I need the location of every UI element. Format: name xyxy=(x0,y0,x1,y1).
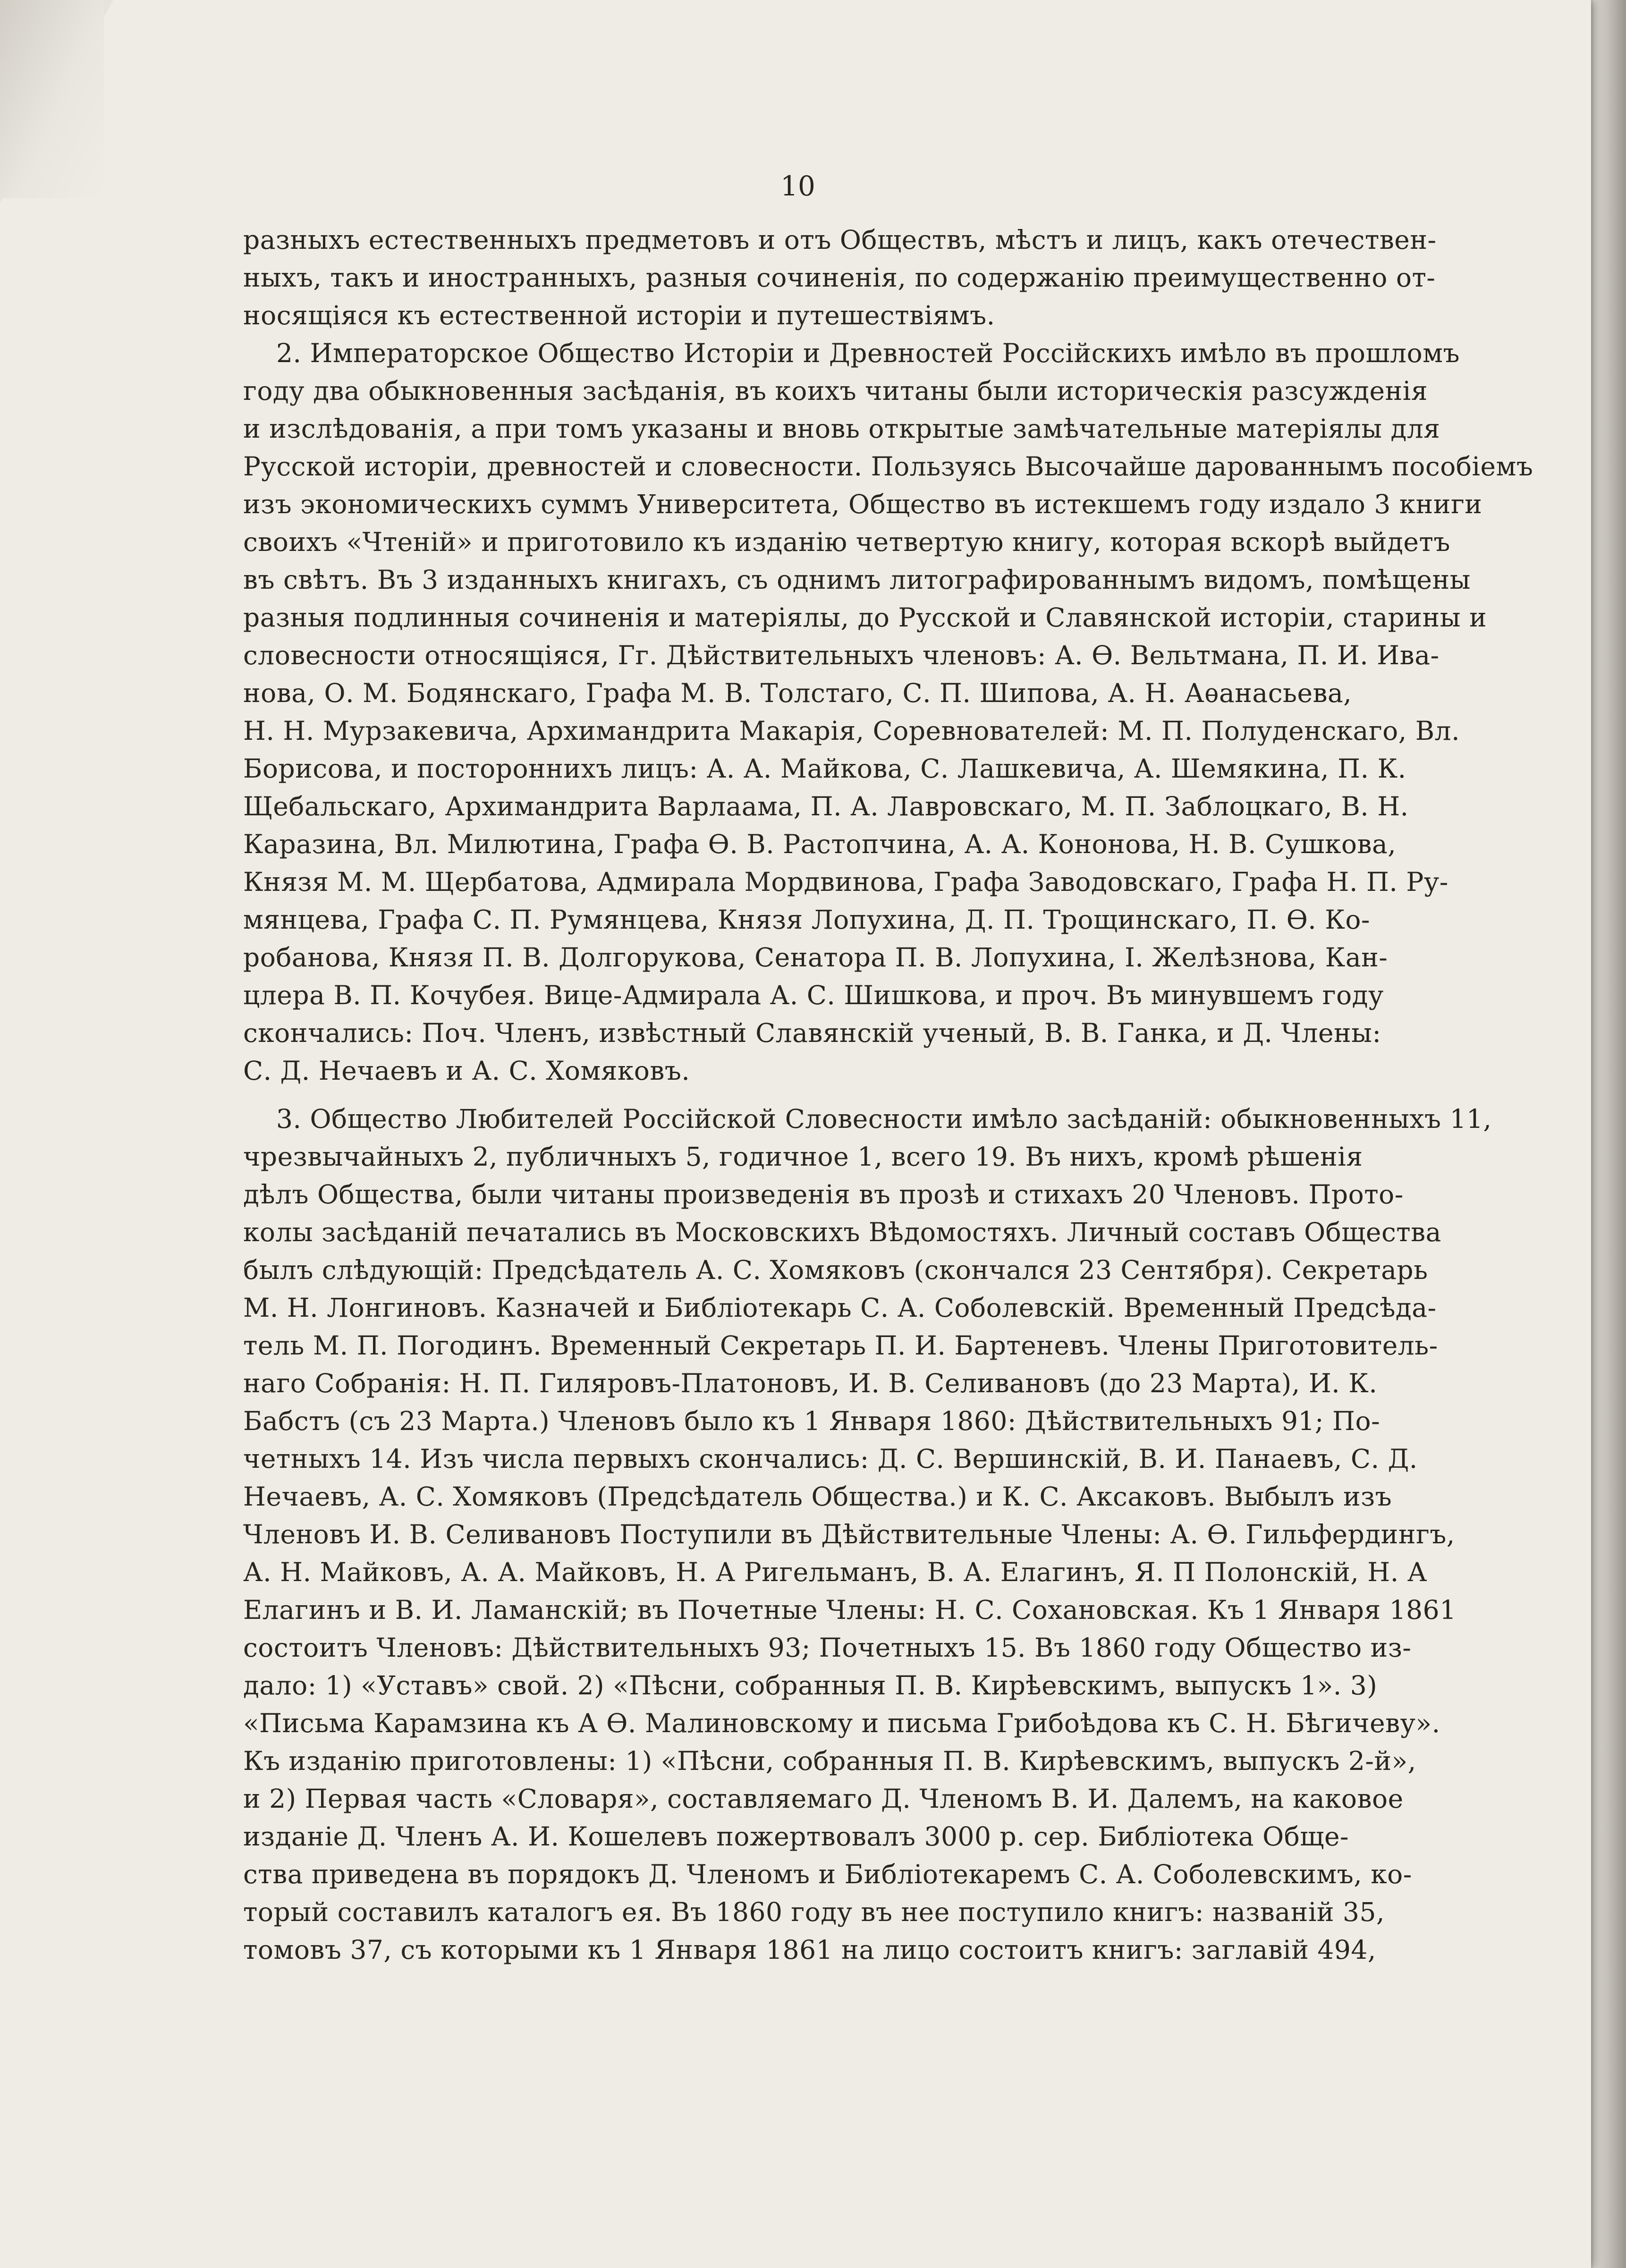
text-line: «Письма Карамзина къ А Ѳ. Малиновскому и письма Грибоѣдова къ С. Н. Бѣгичеву». xyxy=(243,1708,1440,1738)
text-line: ныхъ, такъ и иностранныхъ, разныя сочиненія, по содержанію преимущественно от- xyxy=(243,262,1436,293)
text-line: Бабстъ (съ 23 Марта.) Членовъ было къ 1 Января 1860: Дѣйствительныхъ 91; По- xyxy=(243,1406,1380,1436)
text-line: Борисова, и постороннихъ лицъ: А. А. Майкова, С. Лашкевича, А. Шемякина, П. К. xyxy=(243,753,1406,784)
text-line: ства приведена въ порядокъ Д. Членомъ и Библіотекаремъ С. А. Соболевскимъ, ко- xyxy=(243,1859,1412,1889)
text-line: Къ изданію приготовлены: 1) «Пѣсни, собранныя П. В. Кирѣевскимъ, выпускъ 2-й», xyxy=(243,1746,1416,1776)
text-line: А. Н. Майковъ, А. А. Майковъ, Н. А Ригельманъ, В. А. Елагинъ, Я. П Полонскій, Н. А xyxy=(243,1557,1427,1587)
text-line: разныхъ естественныхъ предметовъ и отъ Обществъ, мѣстъ и лицъ, какъ отечествен- xyxy=(243,225,1437,255)
text-line: колы засѣданій печатались въ Московскихъ Вѣдомостяхъ. Личный составъ Общества xyxy=(243,1217,1441,1247)
text-line: Нечаевъ, А. С. Хомяковъ (Предсѣдатель Общества.) и К. С. Аксаковъ. Выбылъ изъ xyxy=(243,1481,1392,1512)
text-line: скончались: Поч. Членъ, извѣстный Славянскій ученый, В. В. Ганка, и Д. Члены: xyxy=(243,1018,1381,1048)
text-line: торый составилъ каталогъ ея. Въ 1860 году въ нее поступило книгъ: названій 35, xyxy=(243,1897,1385,1927)
paragraph-start-line: 2. Императорское Общество Исторіи и Древностей Россійскихъ имѣло въ прошломъ xyxy=(276,338,1460,368)
text-line: Каразина, Вл. Милютина, Графа Ѳ. В. Растопчина, А. А. Кононова, Н. В. Сушкова, xyxy=(243,829,1397,859)
paragraph-start-line: 3. Общество Любителей Россійской Словесности имѣло засѣданій: обыкновенныхъ 11, xyxy=(276,1104,1492,1134)
text-line: носящіяся къ естественной исторіи и путешествіямъ. xyxy=(243,300,995,330)
page-number: 10 xyxy=(780,170,815,202)
text-line: нова, О. М. Бодянскаго, Графа М. В. Толстаго, С. П. Шипова, А. Н. Аѳанасьева, xyxy=(243,678,1352,708)
text-line: въ свѣтъ. Въ 3 изданныхъ книгахъ, съ однимъ литографированнымъ видомъ, помѣщены xyxy=(243,565,1471,595)
folded-corner-shade xyxy=(0,0,104,198)
text-line: Н. Н. Мурзакевича, Архимандрита Макарія, Соревнователей: М. П. Полуденскаго, Вл. xyxy=(243,716,1460,746)
text-line: робанова, Князя П. В. Долгорукова, Сенатора П. В. Лопухина, І. Желѣзнова, Кан- xyxy=(243,942,1388,973)
text-line: разныя подлинныя сочиненія и матеріялы, до Русской и Славянской исторіи, старины и xyxy=(243,602,1487,633)
text-line: и 2) Первая часть «Словаря», составляемаго Д. Членомъ В. И. Далемъ, на каковое xyxy=(243,1784,1404,1814)
text-line: своихъ «Чтеній» и приготовило къ изданію четвертую книгу, которая вскорѣ выйдетъ xyxy=(243,527,1450,557)
text-line: мянцева, Графа С. П. Румянцева, Князя Лопухина, Д. П. Трощинскаго, П. Ѳ. Ко- xyxy=(243,905,1371,935)
text-line: изъ экономическихъ суммъ Университета, Общество въ истекшемъ году издало 3 книги xyxy=(243,489,1482,519)
paragraph-gap xyxy=(243,1090,1452,1100)
text-line: былъ слѣдующій: Предсѣдатель А. С. Хомяковъ (скончался 23 Сентября). Секретарь xyxy=(243,1255,1428,1285)
text-line: Членовъ И. В. Селивановъ Поступили въ Дѣйствительные Члены: А. Ѳ. Гильфердингъ, xyxy=(243,1519,1455,1549)
text-line: Елагинъ и В. И. Ламанскій; въ Почетные Члены: Н. С. Сохановская. Къ 1 Января 1861 xyxy=(243,1595,1457,1625)
text-line: тель М. П. Погодинъ. Временный Секретарь П. И. Бартеневъ. Члены Приготовитель- xyxy=(243,1330,1438,1361)
text-line: Князя М. М. Щербатова, Адмирала Мордвинова, Графа Заводовскаго, Графа Н. П. Ру- xyxy=(243,867,1448,897)
text-body xyxy=(243,221,1533,1969)
text-line: цлера В. П. Кочубея. Вице-Адмирала А. С. Шишкова, и проч. Въ минувшемъ году xyxy=(243,980,1384,1010)
text-line: словесности относящіяся, Гг. Дѣйствительныхъ членовъ: А. Ѳ. Вельтмана, П. И. Ива- xyxy=(243,640,1440,670)
text-line: Щебальскаго, Архимандрита Варлаама, П. А. Лавровскаго, М. П. Заблоцкаго, В. Н. xyxy=(243,791,1409,821)
text-line: М. Н. Лонгиновъ. Казначей и Библіотекарь С. А. Соболевскій. Временный Предсѣда- xyxy=(243,1293,1437,1323)
text-line: состоитъ Членовъ: Дѣйствительныхъ 93; Почетныхъ 15. Въ 1860 году Общество из- xyxy=(243,1633,1412,1663)
text-line: дѣлъ Общества, были читаны произведенія въ прозѣ и стихахъ 20 Членовъ. Прото- xyxy=(243,1179,1404,1210)
text-line: четныхъ 14. Изъ числа первыхъ скончались: Д. С. Вершинскій, В. И. Панаевъ, С. Д. xyxy=(243,1444,1418,1474)
text-line: наго Собранія: Н. П. Гиляровъ-Платоновъ, И. В. Селивановъ (до 23 Марта), И. К. xyxy=(243,1368,1378,1398)
text-line: году два обыкновенныя засѣданія, въ коихъ читаны были историческія разсужденія xyxy=(243,376,1428,406)
text-line: Русской исторіи, древностей и словесности. Пользуясь Высочайше дарованнымъ пособіемъ xyxy=(243,451,1533,482)
text-line: томовъ 37, съ которыми къ 1 Января 1861 на лицо состоитъ книгъ: заглавій 494, xyxy=(243,1935,1376,1965)
text-line: С. Д. Нечаевъ и А. С. Хомяковъ. xyxy=(243,1056,690,1086)
text-line: изданіе Д. Членъ А. И. Кошелевъ пожертвовалъ 3000 р. сер. Библіотека Обще- xyxy=(243,1821,1349,1852)
text-line: чрезвычайныхъ 2, публичныхъ 5, годичное 1, всего 19. Въ нихъ, кромѣ рѣшенія xyxy=(243,1142,1363,1172)
text-line: и изслѣдованія, а при томъ указаны и вновь открытые замѣчательные матеріялы для xyxy=(243,414,1440,444)
text-line: дало: 1) «Уставъ» свой. 2) «Пѣсни, собранныя П. В. Кирѣевскимъ, выпускъ 1». 3) xyxy=(243,1670,1378,1701)
